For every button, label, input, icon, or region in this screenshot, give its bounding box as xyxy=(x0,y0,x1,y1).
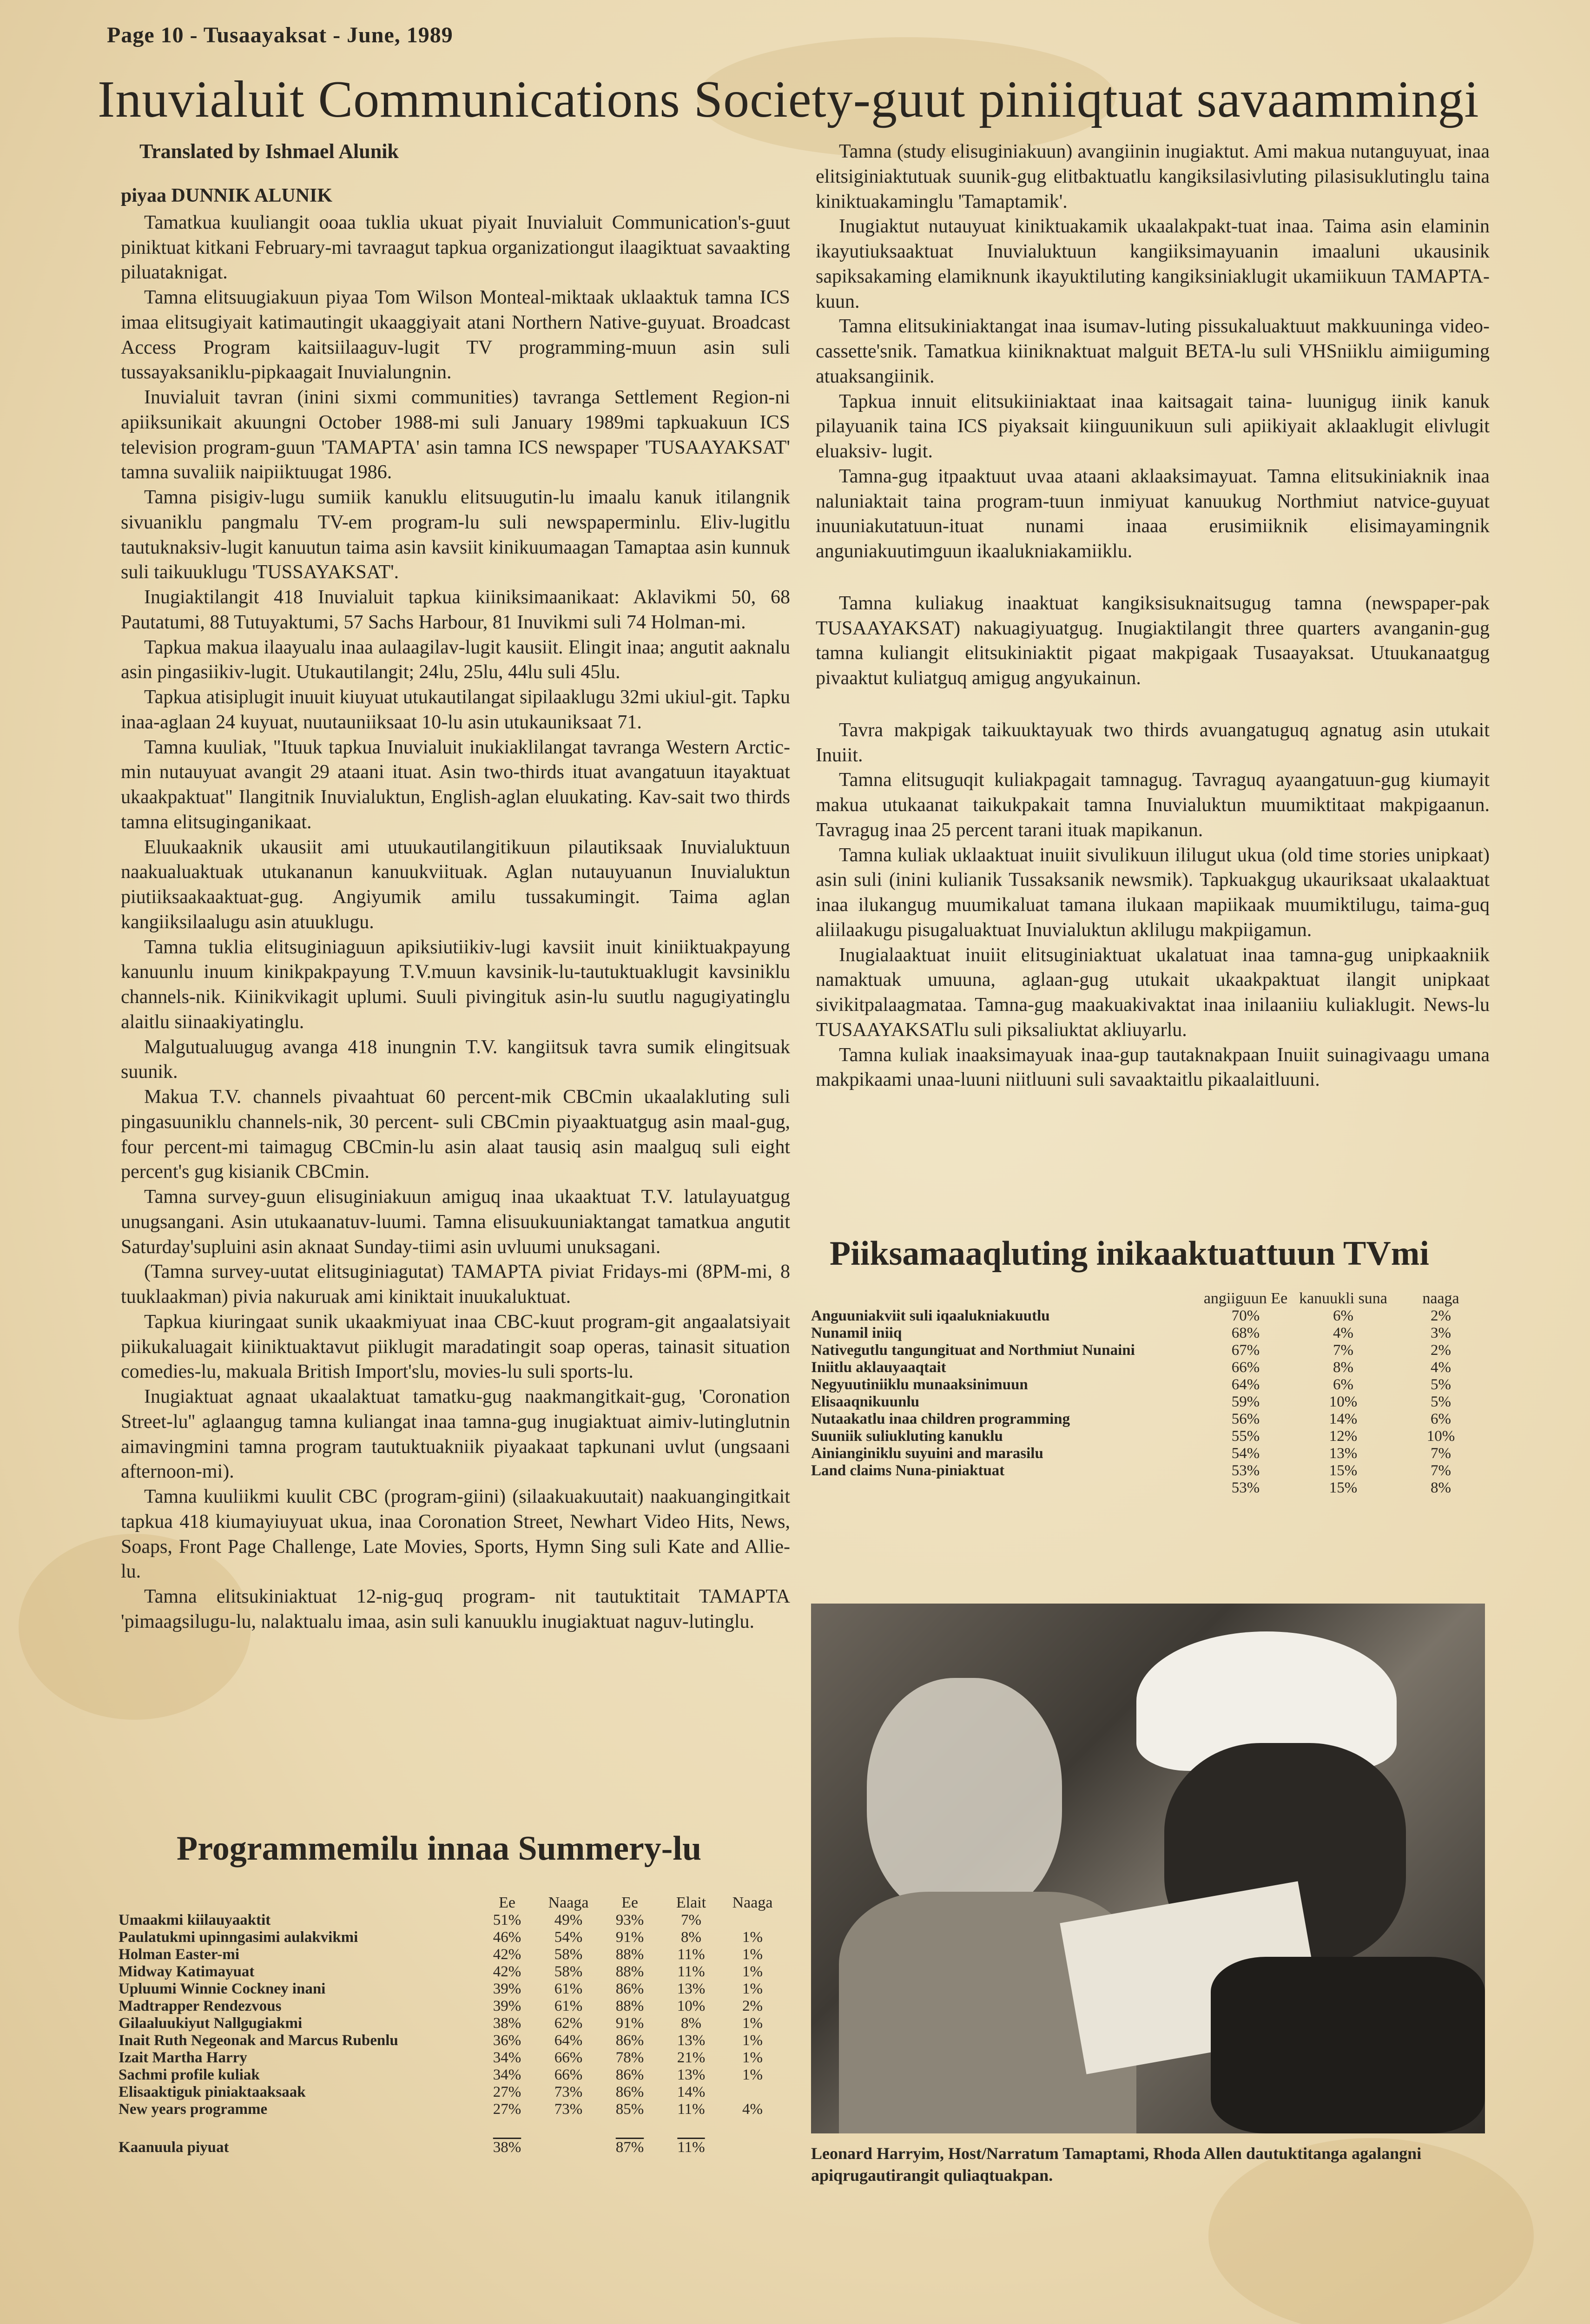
row-label: Nutaakatlu inaa children programming xyxy=(811,1411,1070,1427)
table-cell: 34% xyxy=(493,2067,521,2083)
table-cell: 27% xyxy=(493,2101,521,2118)
table-row xyxy=(119,2032,783,2049)
row-label: Land claims Nuna-piniaktuat xyxy=(811,1462,1005,1479)
table-cell: 66% xyxy=(1231,1359,1260,1376)
table-row xyxy=(811,1393,1490,1411)
row-label: Elisaaqnikuunlu xyxy=(811,1393,919,1410)
photo-caption: Leonard Harryim, Host/Narratum Tamaptami, Rhoda Allen dautuktitanga agalangni apiqrugautirangit quliaqtuakpan. xyxy=(811,2144,1422,2185)
table-cell: 2% xyxy=(742,1998,763,2014)
table-cell: 64% xyxy=(554,2032,583,2049)
table-header xyxy=(811,1290,1197,1307)
table-cell: 1% xyxy=(742,2032,763,2049)
table-row xyxy=(119,1912,783,1929)
table-header: angiiguun Ee xyxy=(1203,1290,1288,1307)
table-header: naaga xyxy=(1422,1290,1459,1307)
table-cell: 1% xyxy=(742,2015,763,2032)
paragraph: Tamna pisigiv-lugu sumiik kanuklu elitsuugutin-lu imaalu kanuk itilangnik sivuaniklu pangmalu TV-em program-lu suli newspaperminlu. Eliv-lugitlu tautuknaksiv-lugit kanuutun taima asin kavsiit kinikuumaagan Tamaptaa asin kunnuk suli taikuuklugu 'TUSSAYAKSAT'. xyxy=(121,487,790,583)
table-cell: 36% xyxy=(493,2032,521,2049)
table-row xyxy=(811,1325,1490,1342)
table-row xyxy=(119,1946,783,1963)
table-cell: 2% xyxy=(1431,1342,1451,1359)
table-cell: 78% xyxy=(615,2049,644,2066)
table-cell: 15% xyxy=(1329,1462,1358,1479)
paragraph: Tamna elitsukiniaktangat inaa isumav-luting pissukaluaktuut makkuuninga video-cassette'snik. Tamatkua kiiniknaktuat malguit BETA-lu suli VHSniiklu aimiiguming atuaksangiinik. xyxy=(816,316,1490,387)
table-cell: 11% xyxy=(677,2101,705,2118)
table-cell: 70% xyxy=(1231,1307,1260,1324)
table-row xyxy=(119,2015,783,2032)
table-cell: 15% xyxy=(1329,1479,1358,1496)
table-cell: 91% xyxy=(615,2015,644,2032)
table-cell: 93% xyxy=(615,1912,644,1928)
table-cell: 27% xyxy=(493,2084,521,2100)
row-label: Umaakmi kiilauyaaktit xyxy=(119,1912,271,1928)
table-row xyxy=(119,2084,783,2101)
table-cell: 3% xyxy=(1431,1325,1451,1341)
paragraph: Tamna kuuliikmi kuulit CBC (program-giini) (silaakuakuutait) naakuangingitkait tapkua 418 kiumayiuyuat ukua, inaa Coronation Street, Newhart Video Hits, News, Soaps, Front Page Challenge, Late Movies, Sports, Hymn Sing suli Kate and Allie-lu. xyxy=(121,1486,790,1583)
table-cell: 42% xyxy=(493,1963,521,1980)
paragraph: Tamna tuklia elitsuginiaguun apiksiutiikiv-lugi kavsiit inuit kiniiktuakpayung kanuunlu inuum kinikpakpayung T.V.muun kavsinik-lu-tautuktuaklugit kavsiniklu channels-nik. Kiinikvikagit uplumi. Suuli pivingituk asin-lu suutlu nagugiyatinglu alaitlu siinaakiyatinglu. xyxy=(121,936,790,1033)
paragraph: Tamna-gug itpaaktuut uvaa ataani aklaaksimayuat. Tamna elitsukiniaknik inaa naluniaktait taina program-tuun inmiyuat kanuukug Northmiut natvice-guyuat inuuniakutatuun-ituat nunami inaaa erusimiiknik elisimayamingnik anguniakuutimguun ikaalukniakamiiklu. xyxy=(816,465,1490,562)
table-cell: 61% xyxy=(554,1981,583,1997)
table-cell: 7% xyxy=(681,1912,701,1928)
paragraph: Tamatkua kuuliangit ooaa tuklia ukuat piyait Inuvialuit Communication's-guut piniktuat kitkani February-mi tavraagut tapkua organizationgut ilaagiktuat savaakting piluataknigat. xyxy=(121,211,790,284)
table-cell: 54% xyxy=(554,1929,583,1946)
table-cell: 58% xyxy=(554,1946,583,1963)
paragraph: Tamna elitsuguqit kuliakpagait tamnagug. Tavraguq ayaangatuun-gug kiumayit makua utukaanat taikukpakait tamna Inuvialuktun muumiktitaat makpigaanun. Tavragug inaa 25 percent tarani ituak mapikanun. xyxy=(816,769,1490,841)
table-cell: 55% xyxy=(1231,1428,1260,1445)
table-cell: 46% xyxy=(493,1929,521,1946)
photo-figure xyxy=(867,1678,1062,1920)
right-column xyxy=(816,139,1490,1093)
row-label: Negyuutiniiklu munaaksinimuun xyxy=(811,1376,1028,1393)
table-cell: 91% xyxy=(615,1929,644,1946)
table-cell: 66% xyxy=(554,2049,583,2066)
table-row xyxy=(119,2067,783,2084)
row-label: New years programme xyxy=(119,2101,268,2118)
program-summary-title: Programmemilu innaa Summery-lu xyxy=(177,1829,702,1868)
table-cell: 62% xyxy=(554,2015,583,2032)
left-column xyxy=(121,184,790,1635)
tv-preferences-table xyxy=(811,1290,1490,1497)
paragraph: Tapkua kiuringaat sunik ukaakmiyuat inaa CBC-kuut program-git angaalatsiyait piikukaluagait kiiniktuaktavut piiklugit maradatingit soap operas, tainasit situation comedies-lu, makuala British Import'slu, movies-lu suli sports-lu. xyxy=(121,1311,790,1383)
table-cell: 10% xyxy=(677,1998,706,2014)
row-label: Holman Easter-mi xyxy=(119,1946,239,1963)
table-cell: 7% xyxy=(1333,1342,1353,1359)
table-cell: 1% xyxy=(742,1981,763,1997)
paragraph: Tamna (study elisuginiakuun) avangiinin inugiaktut. Ami makua nutanguyuat, inaa elitsiginiaktutuak suunik-gug elitbaktuatlu kangiksilasivluting pilasisuklutinglu taina kiniktuakaminglu 'Tamaptamik'. xyxy=(816,141,1490,212)
table-row xyxy=(119,1998,783,2015)
article-title: Inuvialuit Communications Society-guut piniiqtuat savaammingi xyxy=(98,71,1479,128)
table-row xyxy=(119,2118,783,2156)
table-cell: 14% xyxy=(677,2084,706,2100)
table-cell xyxy=(538,2118,599,2156)
paragraph: Inugiaktuat agnaat ukaalaktuat tamatku-gug naakmangitkait-gug, 'Coronation Street-lu'' aglaangug tamna kuliangat inaa tamna-gug inugiaktuat aimiv-lutinglutnin aimavingmini tamna program tautuktuakniik piyaakaat tapkunani uvlut (ungsaani afternoon-mi). xyxy=(121,1386,790,1483)
table-header: Ee xyxy=(499,1894,515,1911)
row-label: Nativegutlu tangungituat and Northmiut Nunaini xyxy=(811,1342,1135,1359)
page-header: Page 10 - Tusaayaksat - June, 1989 xyxy=(107,23,453,47)
table-cell: 86% xyxy=(615,2067,644,2083)
table-cell: 64% xyxy=(1231,1376,1260,1393)
table-cell: 49% xyxy=(554,1912,583,1928)
table-header: Naaga xyxy=(548,1894,589,1911)
table-cell: 13% xyxy=(677,1981,706,1997)
paragraph: Tamna elitsuugiakuun piyaa Tom Wilson Monteal-miktaak uklaaktuk tamna ICS imaa elitsugiyait katimautingit ukaaggiyait atani Northern Native-guyuat. Broadcast Access Program kaitsiilaaguv-lugit TV programming-muun asin suli tussayaksaniklu-pipkaagait Inuvialungnin. xyxy=(121,287,790,383)
table-row xyxy=(119,1963,783,1981)
table-header: Ee xyxy=(621,1894,638,1911)
table-row xyxy=(811,1307,1490,1325)
row-label: Paulatukmi upinngasimi aulakvikmi xyxy=(119,1929,358,1946)
row-label: Kaanuula piyuat xyxy=(119,2139,229,2156)
paragraph: Eluukaaknik ukausiit ami utuukautilangitikuun pilautiksaak Inuvialuktuun naakualuaktuak utukananun kanuukviituak. Aglan nutauyuanun Inuvialuktun piutiiksaakaaktuat-gug. Angiyumik amilu tussakumingit. Taima aglan kangiiksilaalugu asin atuuklugu. xyxy=(121,836,790,933)
paragraph: Tamna survey-guun elisuginiakuun amiguq inaa ukaaktuat T.V. latulayuatgug unugsangani. Asin utukaanatuv-luumi. Tamna elisuukuuniaktangat tamatkua angutit Saturday'supluini asin aknaat Sunday-tiimi asin uvluumi unuksagani. xyxy=(121,1186,790,1258)
paragraph: Tamna kuliak uklaaktuat inuiit sivulikuun ililugut ukua (old time stories unipkaat) asin suli (inini kulianik Tussaksanik newsmik). Tapkuakgug ukauriksaat ukalaaktuat inaa ilukangug muumikaluat tamana ilukaan mapiikaak muumiktilugu, taima-guq aliilaakugu pisugaluaktuat Inuvialuktun aklilugu makpiigamun. xyxy=(816,844,1490,941)
table-header-row xyxy=(811,1290,1490,1307)
table-row xyxy=(811,1376,1490,1393)
table-header: Elait xyxy=(676,1894,706,1911)
table-cell: 12% xyxy=(1329,1428,1358,1445)
table-cell: 13% xyxy=(677,2032,706,2049)
paragraph: Tapkua innuit elitsukiiniaktaat inaa kaitsagait taina- luunigug iinik kanuk pilayuanik taina ICS piyaksait kiinguunikuun suli apiikiyait aklaaklugit elivlugit eluaksiv- lugit. xyxy=(816,390,1490,462)
table-cell: 1% xyxy=(742,1946,763,1963)
paragraph: Tamna kuuliak, "Ituuk tapkua Inuvialuit inukiaklilangat tavranga Western Arctic-min nutauyuat avangit 29 ataani ituat. Asin two-thirds ituat avangatuun itayaktuat ukaakpaktuat" Ilangitnik Inuvialuktun, English-aglan eluukating. Kav-sait two thirds tamna elitsuginganikaat. xyxy=(121,736,790,833)
table-cell: 54% xyxy=(1231,1445,1260,1462)
table-cell: 86% xyxy=(615,2084,644,2100)
table-cell: 11% xyxy=(677,1963,705,1980)
table-header: kanuukli suna xyxy=(1299,1290,1387,1307)
table-cell: 10% xyxy=(1426,1428,1455,1445)
table-cell: 8% xyxy=(1431,1479,1451,1496)
table-row xyxy=(811,1428,1490,1445)
row-label: Izait Martha Harry xyxy=(119,2049,247,2066)
paragraph: Tamna kuliak inaaksimayuak inaa-gup tautaknakpaan Inuiit suinagivaagu umana makpikaami unaa-luuni niitluuni suli savaaktaitlu pikaalaitluuni. xyxy=(816,1044,1490,1091)
table-row xyxy=(811,1445,1490,1462)
table-cell: 5% xyxy=(1431,1393,1451,1410)
table-cell: 34% xyxy=(493,2049,521,2066)
table-cell: 66% xyxy=(554,2067,583,2083)
table-cell: 88% xyxy=(615,1998,644,2014)
tv-preferences-title: Piiksamaaqluting inikaaktuattuun TVmi xyxy=(830,1235,1429,1273)
paragraph: Makua T.V. channels pivaahtuat 60 percent-mik CBCmin ukaalakluting suli pingasuuniklu channels-nik, 30 percent- suli CBCmin piyaaktuatgug asin maal-gug, four percent-mi taimagug CBCmin-lu asin alaat tausiq asin maalguq suli eight percent's gug kisianik CBCmin. xyxy=(121,1086,790,1183)
paragraph: Malgutualuugug avanga 418 inungnin T.V. kangiitsuk tavra sumik elingitsuak suunik. xyxy=(121,1036,790,1083)
table-cell: 14% xyxy=(1329,1411,1358,1427)
row-label: Anguuniakviit suli iqaalukniakuutlu xyxy=(811,1307,1050,1324)
table-cell: 11% xyxy=(677,1946,705,1963)
table-header xyxy=(119,1894,476,1912)
table-cell: 8% xyxy=(681,1929,701,1946)
table-cell: 6% xyxy=(1333,1307,1353,1324)
table-cell: 87% xyxy=(615,2139,644,2156)
table-row xyxy=(811,1411,1490,1428)
translator-byline: Translated by Ishmael Alunik xyxy=(139,140,399,163)
table-cell: 88% xyxy=(615,1963,644,1980)
table-cell: 7% xyxy=(1431,1462,1451,1479)
table-cell: 1% xyxy=(742,2049,763,2066)
paragraph: (Tamna survey-uutat elitsuginiagutat) TAMAPTA piviat Fridays-mi (8PM-mi, 8 tuuklaakman) pivia nakuruak ami kiniktait inuukaluktuat. xyxy=(121,1261,790,1307)
paragraph: Inuvialuit tavran (inini sixmi communities) tavranga Settlement Region-ni apiiksunikait akuungni October 1988-mi suli January 1989mi tapkuakuun ICS television program-guun 'TAMAPTA' asin tamna ICS newspaper 'TUSAAYAKSAT' tamna suvaliik naipiiktuugat 1986. xyxy=(121,387,790,483)
table-row xyxy=(811,1479,1490,1497)
table-cell: 13% xyxy=(1329,1445,1358,1462)
table-header-row xyxy=(119,1894,783,1912)
row-label: Inait Ruth Negeonak and Marcus Rubenlu xyxy=(119,2032,398,2049)
paragraph: Inugialaaktuat inuiit elitsuginiaktuat ukalatuat inaa tamna-gug unipkaakniik namaktuak umuuna, aglaan-gug utukait ukaakpaktuat ilangit unipkaat sivikitpalaagmataa. Tamna-gug maakuakivaktat inaa inilaaniiu kuliaklugit. News-lu TUSAAYAKSATlu suli piksaliuktat akliuyarlu. xyxy=(816,944,1490,1041)
table-cell: 4% xyxy=(1333,1325,1353,1341)
row-label: Midway Katimayuat xyxy=(119,1963,255,1980)
table-cell: 73% xyxy=(554,2084,583,2100)
table-cell: 86% xyxy=(615,2032,644,2049)
table-cell: 6% xyxy=(1333,1376,1353,1393)
table-cell: 38% xyxy=(493,2015,521,2032)
table-cell: 73% xyxy=(554,2101,583,2118)
table-cell: 59% xyxy=(1231,1393,1260,1410)
table-cell xyxy=(722,2118,783,2156)
program-summary-table xyxy=(119,1894,783,2156)
table-cell: 7% xyxy=(1431,1445,1451,1462)
table-cell: 1% xyxy=(742,1963,763,1980)
table-cell xyxy=(722,1912,783,1929)
table-cell: 21% xyxy=(677,2049,706,2066)
row-label: Nunamil iniiq xyxy=(811,1325,902,1341)
row-label: Suuniik suliukluting kanuklu xyxy=(811,1428,1003,1445)
row-label xyxy=(811,1479,1197,1497)
table-cell: 53% xyxy=(1231,1479,1260,1496)
table-row xyxy=(119,2101,783,2118)
photo-elder-and-host xyxy=(811,1604,1485,2133)
table-row xyxy=(811,1462,1490,1479)
table-row xyxy=(119,1929,783,1946)
table-cell: 39% xyxy=(493,1981,521,1997)
table-cell: 61% xyxy=(554,1998,583,2014)
row-label: Iniitlu aklauyaaqtait xyxy=(811,1359,946,1376)
table-row xyxy=(811,1342,1490,1359)
table-row xyxy=(119,1981,783,1998)
table-cell: 51% xyxy=(493,1912,521,1928)
table-cell: 42% xyxy=(493,1946,521,1963)
paragraph: Tamna elitsukiniaktuat 12-nig-guq program- nit tautuktitait TAMAPTA 'pimaagsilugu-lu, nalaktualu imaa, asin suli kanuuklu inugiaktuat naguv-lutinglu. xyxy=(121,1586,790,1632)
row-label: Ainianginiklu suyuini and marasilu xyxy=(811,1445,1043,1462)
paragraph: Inugiaktut nutauyuat kiniktuakamik ukaalakpakt-tuat inaa. Taima asin elaminin ikayutiuksaaktuat Inuvialuktuun kangiiksimayuanin imaaluni ukausinik sapiksakaming elamiknunk ikayuktiluting kangiksiniaklugit ukamiikuun TAMAPTA-kuun. xyxy=(816,216,1490,312)
table-cell: 8% xyxy=(681,2015,701,2032)
row-label: Elisaaktiguk piniaktaaksaak xyxy=(119,2084,306,2100)
table-cell: 68% xyxy=(1231,1325,1260,1341)
paragraph: Tavra makpigak taikuuktayuak two thirds avuangatuguq agnatug asin utukait Inuiit. xyxy=(816,719,1490,766)
table-cell: 4% xyxy=(742,2101,763,2118)
author-lead: piyaa DUNNIK ALUNIK xyxy=(121,185,333,206)
table-cell: 11% xyxy=(677,2139,705,2156)
table-cell: 38% xyxy=(493,2139,521,2156)
table-cell: 88% xyxy=(615,1946,644,1963)
row-label: Sachmi profile kuliak xyxy=(119,2067,260,2083)
table-cell: 5% xyxy=(1431,1376,1451,1393)
table-cell: 53% xyxy=(1231,1462,1260,1479)
table-cell: 39% xyxy=(493,1998,521,2014)
table-cell: 58% xyxy=(554,1963,583,1980)
table-row xyxy=(119,2049,783,2067)
table-cell: 67% xyxy=(1231,1342,1260,1359)
row-label: Madtrapper Rendezvous xyxy=(119,1998,282,2014)
paragraph: Tamna kuliakug inaaktuat kangiksisuknaitsugug tamna (newspaper-pak TUSAAYAKSAT) nakuagiyuatgug. Inugiaktilangit three quarters avanganin-gug tamna kuliangit elitsukiniaktit pigaat makpigaak Tusaayaksat. Utuukanaatgug pivaaktut kuliatguq amigug angyukainun. xyxy=(816,592,1490,689)
table-cell: 8% xyxy=(1333,1359,1353,1376)
table-cell: 85% xyxy=(615,2101,644,2118)
row-label: Gilaaluukiyut Nallgugiakmi xyxy=(119,2015,303,2032)
table-cell: 1% xyxy=(742,2067,763,2083)
table-cell: 86% xyxy=(615,1981,644,1997)
table-row xyxy=(811,1359,1490,1376)
table-cell: 10% xyxy=(1329,1393,1358,1410)
table-cell: 6% xyxy=(1431,1411,1451,1427)
row-label: Upluumi Winnie Cockney inani xyxy=(119,1981,326,1997)
table-cell: 56% xyxy=(1231,1411,1260,1427)
table-cell: 13% xyxy=(677,2067,706,2083)
table-cell: 4% xyxy=(1431,1359,1451,1376)
table-cell: 1% xyxy=(742,1929,763,1946)
paragraph: Tapkua atisiplugit inuuit kiuyuat utukautilangat sipilaaklugu 32mi ukiul-git. Tapku inaa-aglaan 24 kuyuat, nuutauniiksaat 10-lu asin utukauniksaat 71. xyxy=(121,687,790,733)
photo-figure xyxy=(1211,1957,1485,2133)
table-cell: 2% xyxy=(1431,1307,1451,1324)
table-header: Naaga xyxy=(732,1894,773,1911)
paragraph: Tapkua makua ilaayualu inaa aulaagilav-lugit kausiit. Elingit inaa; angutit aaknalu asin pingasiikiv-lugit. Utukautilangit; 24lu, 25lu, 44lu suli 45lu. xyxy=(121,636,790,683)
paragraph: Inugiaktilangit 418 Inuvialuit tapkua kiiniksimaanikaat: Aklavikmi 50, 68 Pautatumi, 88 Tutuyaktumi, 57 Sachs Harbour, 81 Inuvikmi suli 74 Holman-mi. xyxy=(121,587,790,633)
table-cell xyxy=(722,2084,783,2101)
